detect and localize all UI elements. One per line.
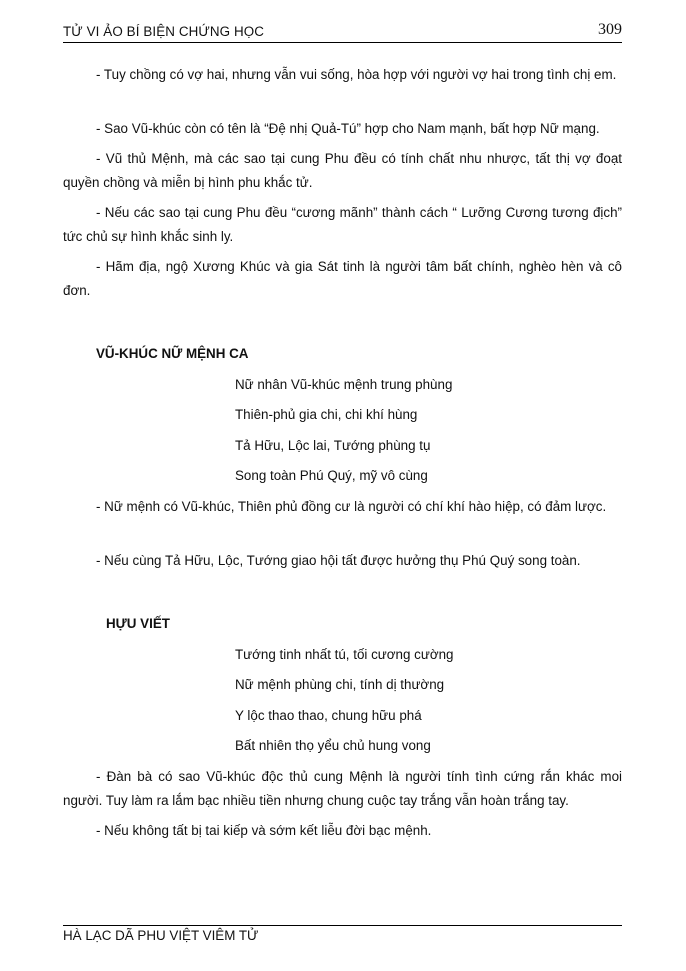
- footer-author: HÀ LẠC DÃ PHU VIỆT VIÊM TỬ: [63, 928, 259, 943]
- paragraph: - Tuy chồng có vợ hai, nhưng vẫn vui sống, hòa hợp với người vợ hai trong tình chị em.: [96, 67, 617, 82]
- paragraph: - Sao Vũ-khúc còn có tên là “Đệ nhị Quả-Tú” hợp cho Nam mạnh, bất hợp Nữ mạng.: [96, 121, 600, 136]
- paragraph: - Nếu các sao tại cung Phu đều “cương mãnh” thành cách “ Lưỡng Cương tương địch” tức chủ sự hình khắc sinh ly.: [63, 205, 622, 244]
- paragraph: - Nếu không tất bị tai kiếp và sớm kết liễu đời bạc mệnh.: [96, 823, 432, 838]
- verse-line: Tả Hữu, Lộc lai, Tướng phùng tụ: [235, 438, 431, 453]
- paragraph: - Đàn bà có sao Vũ-khúc độc thủ cung Mệnh là người tính tình cứng rắn khác moi người. Tuy làm ra lắm bạc nhiều tiền nhưng chung cuộc tay trắng vẫn hoàn trắng tay.: [63, 769, 622, 808]
- verse-line: Nữ mệnh phùng chi, tính dị thường: [235, 677, 445, 692]
- page-number: 309: [598, 21, 622, 38]
- paragraph: - Nếu cùng Tả Hữu, Lộc, Tướng giao hội tất được hưởng thụ Phú Quý song toàn.: [96, 553, 581, 568]
- paragraph: - Hãm địa, ngộ Xương Khúc và gia Sát tinh là người tâm bất chính, nghèo hèn và cô đơn.: [63, 259, 622, 298]
- verse-line: Song toàn Phú Quý, mỹ vô cùng: [235, 468, 428, 483]
- page-header: [63, 18, 622, 43]
- section-heading: VŨ-KHÚC NỮ MỆNH CA: [96, 346, 249, 361]
- page-footer: [63, 925, 622, 943]
- paragraph: - Vũ thủ Mệnh, mà các sao tại cung Phu đều có tính chất nhu nhược, tất thị vợ đoạt quyền chồng và miễn bị hình phu khắc tử.: [63, 151, 622, 190]
- verse-line: Thiên-phủ gia chi, chi khí hùng: [235, 407, 418, 422]
- verse-line: Tướng tinh nhất tú, tối cương cường: [235, 647, 454, 662]
- verse-line: Bất nhiên thọ yểu chủ hung vong: [235, 738, 431, 753]
- verse-line: Y lộc thao thao, chung hữu phá: [235, 708, 422, 723]
- verse-line: Nữ nhân Vũ-khúc mệnh trung phùng: [235, 377, 453, 392]
- paragraph: - Nữ mệnh có Vũ-khúc, Thiên phủ đồng cư là người có chí khí hào hiệp, có đảm lược.: [96, 499, 607, 514]
- section-heading: HỰU VIẾT: [106, 616, 170, 631]
- running-title: TỬ VI ẢO BÍ BIỆN CHỨNG HỌC: [63, 24, 265, 39]
